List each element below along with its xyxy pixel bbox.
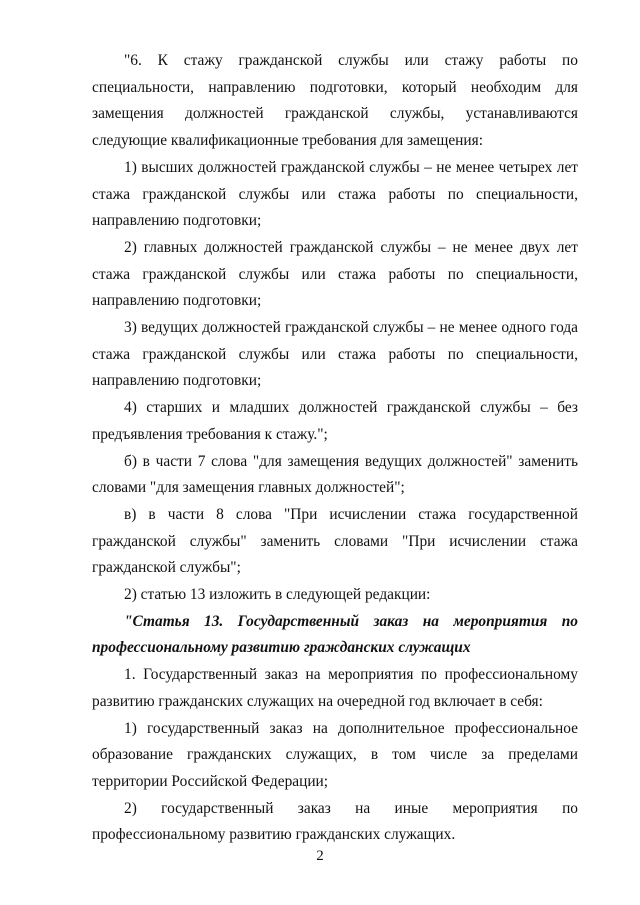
paragraph-article-13-part-1: 1. Государственный заказ на мероприятия по профессиональному развитию гражданских служащих на очередной год включает в себя: [92,666,578,710]
paragraph-item-1-highest-positions: 1) высших должностей гражданской службы – не менее четырех лет стажа гражданской службы или стажа работы по специальности, направлению подготовки; [92,158,578,230]
paragraph-item-3-leading-positions: 3) ведущих должностей гражданской службы – не менее одного года стажа гражданской службы или стажа работы по специальности, направлению подготовки; [92,319,578,390]
paragraph-item-2-main-positions: 2) главных должностей гражданской службы – не менее двух лет стажа гражданской службы или стажа работы по специальности, направлению подготовки; [92,238,578,310]
document-body [92,48,578,849]
paragraph-amendment-v: в) в части 8 слова "При исчислении стажа государственной гражданской службы" заменить словами "При исчислении стажа гражданской службы"; [92,505,578,577]
paragraph-article-13-item-1: 1) государственный заказ на дополнительное профессиональное образование гражданских служащих, в том числе за пределами территории Российской Федерации; [92,719,578,790]
page-number: 2 [316,848,324,864]
paragraph-article-13-item-2: 2) государственный заказ на иные мероприятия по профессиональному развитию гражданских служащих. [92,799,578,844]
paragraph-article-13-instruction: 2) статью 13 изложить в следующей редакции: [124,586,431,604]
paragraph-item-4-senior-junior-positions: 4) старших и младших должностей гражданской службы – без предъявления требования к стажу."; [92,399,578,443]
article-13-heading: "Статья 13. Государственный заказ на мероприятия по профессиональному развитию гражданских служащих [92,612,578,657]
paragraph-part-6-intro: "6. К стажу гражданской службы или стажу работы по специальности, направлению подготовки, который необходим для замещения должностей гражданской службы, устанавливаются следующие квалификационные требования для замещения: [92,52,578,150]
paragraph-amendment-b: б) в части 7 слова "для замещения ведущих должностей" заменить словами "для замещения главных должностей"; [92,452,578,497]
